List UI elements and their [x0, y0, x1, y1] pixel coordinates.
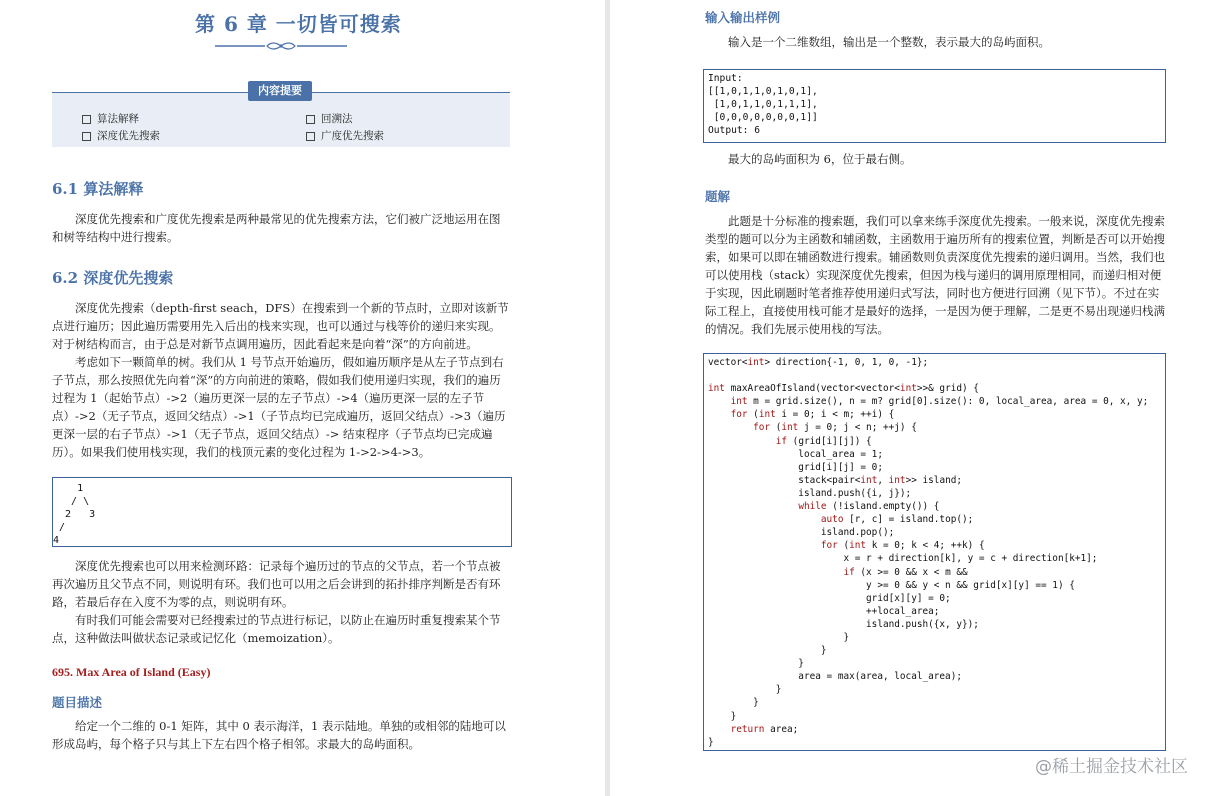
io-example-code: Input: [[1,0,1,1,0,1,0,1], [1,0,1,1,0,1,1,1], [0,0,0,0,0,0,0,1]] Output: 6 — [703, 69, 1166, 143]
code-line: vector<int> direction{-1, 0, 1, 0, -1}; — [708, 357, 929, 368]
code-line: grid[x][y] = 0; — [708, 592, 951, 604]
code-line: x = r + direction[k], y = c + direction[k+1]; — [708, 553, 1098, 565]
code-line: auto [r, c] = island.top(); — [820, 514, 974, 526]
io-description: 输入是一个二维数组，输出是一个整数，表示最大的岛屿面积。 — [728, 35, 1050, 49]
code-line: island.push({x, y}); — [708, 618, 979, 630]
code-line: local_area = 1; — [708, 448, 883, 460]
code-line: for (int k = 0; k < 4; ++k) { — [820, 540, 985, 552]
checkbox-icon — [306, 115, 315, 124]
code-line: } — [708, 645, 827, 657]
code-line: } — [708, 736, 714, 748]
code-line: stack<pair<int, int>> island; — [708, 474, 963, 486]
code-line: return area; — [730, 723, 799, 735]
code-line: } — [708, 658, 804, 670]
code-line: if (grid[i][j]) { — [775, 435, 872, 447]
code-line: } — [708, 684, 782, 696]
code-line: } — [708, 631, 850, 643]
section-6-2-heading: 6.2 深度优先搜索 — [52, 269, 174, 287]
code-line: if (x >= 0 && x < m && — [843, 566, 968, 578]
code-line: grid[i][j] = 0; — [708, 461, 883, 473]
section-6-1-heading: 6.1 算法解释 — [52, 180, 144, 198]
code-line: area = max(area, local_area); — [708, 671, 962, 683]
title-ornament — [215, 40, 347, 52]
section-6-2-paragraph-2: 考虑如下一颗简单的树。我们从 1 号节点开始遍历，假如遍历顺序是从左子节点到右子节点，那么按照优先向着“深”的方向前进的策略，假如我们使用递归实现，我们的遍历过程为 1（起始节点）->2（遍历更深一层的左子节点）->4（遍历更深一层的左子节点）->2（无子节点，返回父结点）->1（子节点均已完成遍历，返回父结点）->3（遍历更深一层的右子节点）->1（无子节点，返回父结点）-> 结束程序（子节点均已完成遍历）。如果我们使用栈实现，我们的栈顶元素的变化过程为 1->2->4->3。 — [52, 355, 506, 459]
section-6-1-paragraph: 深度优先搜索和广度优先搜索是两种最常见的优先搜索方法，它们被广泛地运用在图和树等结构中进行搜索。 — [52, 212, 501, 244]
problem-description: 给定一个二维的 0-1 矩阵，其中 0 表示海洋，1 表示陆地。单独的或相邻的陆地可以形成岛屿，每个格子只与其上下左右四个格子相邻。求最大的岛屿面积。 — [52, 719, 506, 751]
summary-box-title: 内容提要 — [248, 81, 312, 101]
checkbox-icon — [82, 115, 91, 124]
section-6-2-paragraph-4: 有时我们可能会需要对已经搜索过的节点进行标记，以防止在遍历时重复搜索某个节点，这种做法叫做状态记录或记忆化（memoization）。 — [52, 613, 501, 645]
problem-description-heading: 题目描述 — [52, 695, 103, 710]
code-line: for (int i = 0; i < m; ++i) { — [730, 409, 895, 421]
checkbox-icon — [82, 132, 91, 141]
summary-item: 广度优先搜索 — [306, 128, 384, 143]
io-heading: 输入输出样例 — [705, 10, 781, 25]
code-line: island.push({i, j}); — [708, 487, 912, 499]
tree-diagram: 1 / \ 2 3 / 4 — [52, 477, 512, 547]
summary-item: 深度优先搜索 — [82, 128, 160, 143]
solution-code-block — [703, 353, 1166, 751]
code-line: y >= 0 && y < n && grid[x][y] == 1) { — [708, 579, 1075, 591]
code-line: ++local_area; — [708, 605, 940, 617]
problem-title: 695. Max Area of Island (Easy) — [52, 665, 211, 679]
io-note: 最大的岛屿面积为 6，位于最右侧。 — [728, 152, 912, 166]
code-line: while (!island.empty()) { — [798, 501, 940, 513]
code-line — [708, 369, 1161, 382]
code-line: for (int j = 0; j < n; ++j) { — [753, 422, 917, 434]
code-line: int maxAreaOfIsland(vector<vector<int>>& grid) { — [708, 383, 979, 395]
summary-item: 算法解释 — [82, 111, 139, 126]
section-6-2-paragraph-1: 深度优先搜索（depth-first seach，DFS）在搜索到一个新的节点时，立即对该新节点进行遍历；因此遍历需要用先入后出的栈来实现，也可以通过与栈等价的递归来实现。对于树结构而言，由于总是对新节点调用遍历，因此看起来是向着“深”的方向前进。 — [52, 301, 509, 351]
code-line: } — [708, 697, 759, 709]
checkbox-icon — [306, 132, 315, 141]
watermark: @稀土掘金技术社区 — [1035, 757, 1188, 777]
summary-item: 回溯法 — [306, 111, 353, 126]
code-line: int m = grid.size(), n = m? grid[0].size(): 0, local_area, area = 0, x, y; — [730, 396, 1149, 408]
right-page — [610, 0, 1218, 796]
code-line: } — [708, 710, 737, 722]
solution-heading: 题解 — [705, 189, 731, 204]
code-line: island.pop(); — [708, 527, 895, 539]
solution-paragraph: 此题是十分标准的搜索题，我们可以拿来练手深度优先搜索。一般来说，深度优先搜索类型的题可以分为主函数和辅函数，主函数用于遍历所有的搜索位置，判断是否可以开始搜索，如果可以即在辅函数进行搜索。辅函数则负责深度优先搜索的递归调用。当然，我们也可以使用栈（stack）实现深度优先搜索，但因为栈与递归的调用原理相同，而递归相对便于实现，因此刷题时笔者推荐使用递归式写法，同时也方便进行回溯（见下节）。不过在实际工程上，直接使用栈可能才是最好的选择，一是因为便于理解，二是更不易出现递归栈满的情况。我们先展示使用栈的写法。 — [705, 214, 1165, 336]
section-6-2-paragraph-3: 深度优先搜索也可以用来检测环路：记录每个遍历过的节点的父节点，若一个节点被再次遍历且父节点不同，则说明有环。我们也可以用之后会讲到的拓扑排序判断是否有环路，若最后存在入度不为零的点，则说明有环。 — [52, 559, 501, 609]
summary-box — [52, 84, 510, 147]
chapter-title: 第 6 章 一切皆可搜索 — [195, 12, 402, 36]
left-page — [0, 0, 605, 796]
